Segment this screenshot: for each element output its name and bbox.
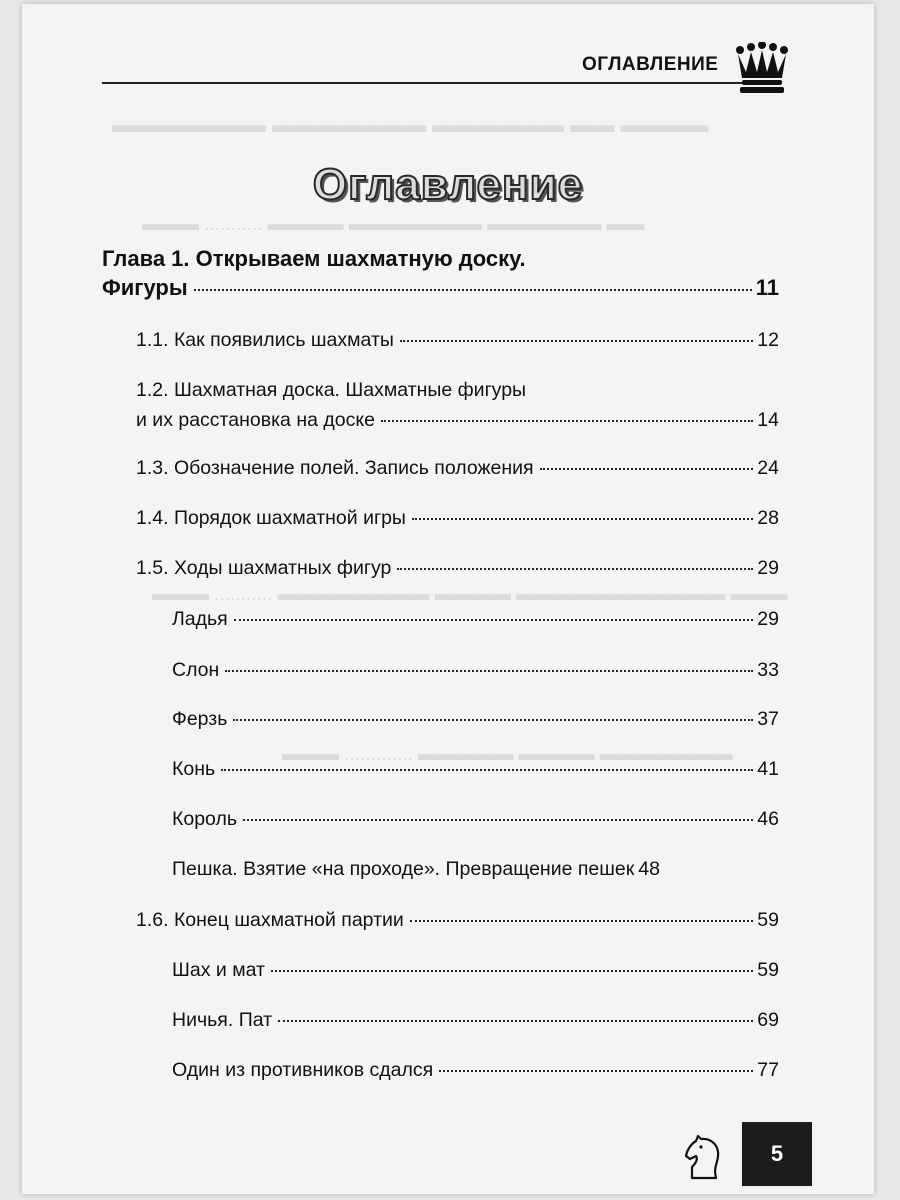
entry-label: Один из противников сдался <box>172 1059 434 1081</box>
entry-label: Слон <box>172 659 220 681</box>
dot-leader <box>221 769 753 771</box>
entry-label: Ладья <box>172 608 228 630</box>
toc-entry[interactable] <box>172 1058 779 1082</box>
entry-label-line1: 1.2. Шахматная доска. Шахматные фигуры <box>136 379 527 401</box>
entry-label: Шах и мат <box>172 959 265 981</box>
entry-label: 1.3. Обозначение полей. Запись положения <box>136 457 534 479</box>
toc-entry[interactable] <box>136 456 779 480</box>
show-through-text: ▬▬ ▬▬▬▬▬▬ ▬▬▬▬▬▬▬ ▬▬▬▬ ........... ▬▬▬ <box>142 214 645 235</box>
knight-icon <box>682 1134 726 1182</box>
toc-chapter-entry[interactable] <box>102 276 779 300</box>
crown-icon <box>734 42 790 94</box>
page-number: 24 <box>757 457 779 479</box>
show-through-text: ▬▬▬▬▬▬▬ ▬▬▬▬ ▬▬▬▬▬ ............. ▬▬▬ <box>282 744 733 765</box>
toc-entry[interactable] <box>172 607 779 631</box>
toc-entry[interactable] <box>136 506 779 530</box>
show-through-text: ▬▬▬ ▬▬▬▬▬▬▬▬▬▬▬ ▬▬▬▬ ▬▬▬▬▬▬▬▬ ........... ▬▬▬ <box>152 584 788 605</box>
toc-entry[interactable] <box>172 707 779 731</box>
toc-entry[interactable] <box>172 857 779 881</box>
entry-label: Ферзь <box>172 708 228 730</box>
page-number: 59 <box>757 959 779 981</box>
page-number: 59 <box>757 909 779 931</box>
toc-entry[interactable] <box>172 658 779 682</box>
dot-leader <box>194 289 752 291</box>
dot-leader <box>412 518 753 520</box>
header-rule <box>102 82 742 84</box>
dot-leader <box>278 1020 753 1022</box>
show-through-text: ▬▬▬▬ ▬▬ ▬▬▬▬▬▬ ▬▬▬▬▬▬▬ ▬▬▬▬▬▬▬ <box>112 112 709 137</box>
dot-leader <box>243 819 753 821</box>
dot-leader <box>234 619 754 621</box>
chapter-title-line1: Глава 1. Открываем шахматную доску. <box>102 246 526 271</box>
dot-leader <box>410 920 753 922</box>
dot-leader <box>233 719 753 721</box>
page-number: 37 <box>757 708 779 730</box>
dot-leader <box>381 420 753 422</box>
page-number: 29 <box>757 557 779 579</box>
page-number: 41 <box>757 758 779 780</box>
entry-label: 1.6. Конец шахматной партии <box>136 909 404 931</box>
dot-leader <box>439 1070 753 1072</box>
page-number-box: 5 <box>742 1122 812 1186</box>
running-header-title: ОГЛАВЛЕНИЕ <box>582 54 719 75</box>
entry-label: 1.1. Как появились шахматы <box>136 329 394 351</box>
dot-leader <box>400 340 753 342</box>
toc-entry[interactable] <box>136 408 779 432</box>
page-number: 69 <box>757 1009 779 1031</box>
page-number: 46 <box>757 808 779 830</box>
entry-label: и их расстановка на доске <box>136 409 375 431</box>
dot-leader <box>540 468 754 470</box>
toc-entry[interactable] <box>136 908 779 932</box>
dot-leader <box>271 970 753 972</box>
toc-title: Оглавление <box>312 160 584 209</box>
entry-label: 1.5. Ходы шахматных фигур <box>136 557 392 579</box>
page-number: 28 <box>757 507 779 529</box>
page-number: 11 <box>755 275 779 300</box>
page-number: 33 <box>757 659 779 681</box>
page-number: 12 <box>757 329 779 351</box>
toc-entry[interactable] <box>172 807 779 831</box>
entry-label: 1.4. Порядок шахматной игры <box>136 507 406 529</box>
toc-entry[interactable] <box>172 958 779 982</box>
toc-entry[interactable] <box>136 556 779 580</box>
page-number: 29 <box>757 608 779 630</box>
entry-label: Пешка. Взятие «на проходе». Превращение пешек <box>172 858 635 880</box>
entry-label: Конь <box>172 758 216 780</box>
dot-leader <box>225 670 753 672</box>
entry-label: Король <box>172 808 238 830</box>
page-number: 77 <box>757 1059 779 1081</box>
page-number: 48 <box>638 858 660 880</box>
toc-entry[interactable] <box>136 328 779 352</box>
chapter-title-line2: Фигуры <box>102 275 188 300</box>
dot-leader <box>397 568 753 570</box>
book-page <box>22 4 874 1194</box>
page-number: 14 <box>757 409 779 431</box>
entry-label: Ничья. Пат <box>172 1009 273 1031</box>
toc-entry[interactable] <box>172 1008 779 1032</box>
toc-entry[interactable] <box>172 757 779 781</box>
